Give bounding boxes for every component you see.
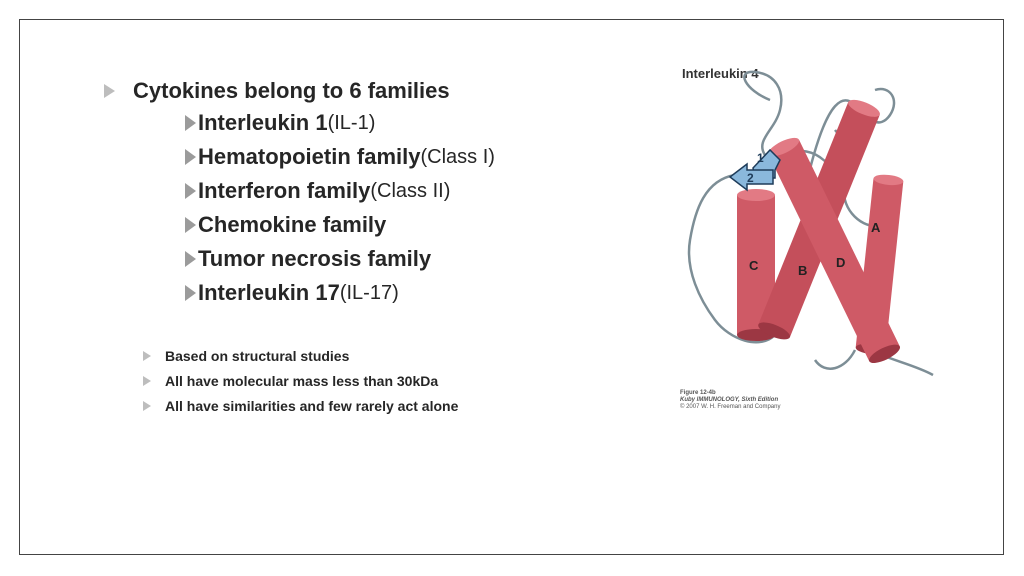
list-item xyxy=(185,208,495,242)
family-class: (Class I) xyxy=(420,145,495,168)
bullet-arrow-icon xyxy=(185,217,196,233)
figure-title: Interleukin 4 xyxy=(682,66,759,81)
bullet-arrow-icon xyxy=(185,183,196,199)
notes-list xyxy=(143,343,458,418)
helix-label: C xyxy=(749,258,759,273)
family-class: (IL-1) xyxy=(327,111,376,134)
bullet-arrow-icon xyxy=(185,149,196,165)
list-item xyxy=(143,343,458,368)
bullet-arrow-icon xyxy=(185,251,196,267)
list-item xyxy=(143,368,458,393)
helix-label: D xyxy=(836,255,846,270)
helix-label: A xyxy=(871,220,881,235)
bullet-arrow-icon xyxy=(185,285,196,301)
list-item xyxy=(185,276,495,310)
bullet-arrow-icon xyxy=(143,376,151,386)
list-item xyxy=(185,106,495,140)
caption-source: Kuby IMMUNOLOGY, Sixth Edition xyxy=(680,397,779,403)
loop-strand xyxy=(744,72,781,155)
family-class: (IL-17) xyxy=(339,281,399,304)
note-text: Based on structural studies xyxy=(165,347,350,364)
note-text: All have similarities and few rarely act alone xyxy=(165,397,459,414)
helix-label: B xyxy=(798,263,808,278)
strand-label: 1 xyxy=(757,151,764,165)
list-item xyxy=(143,393,458,418)
family-name: Interleukin 1 xyxy=(198,110,328,135)
family-name: Hematopoietin family xyxy=(198,144,421,169)
family-name: Chemokine family xyxy=(198,212,387,237)
bullet-arrow-icon xyxy=(143,351,151,361)
note-text: All have molecular mass less than 30kDa xyxy=(165,372,439,389)
bullet-arrow-icon xyxy=(185,115,196,131)
family-list xyxy=(185,106,495,310)
figure-caption xyxy=(680,390,780,411)
list-item xyxy=(185,242,495,276)
list-item xyxy=(185,174,495,208)
main-bullet xyxy=(104,78,450,104)
family-name: Interferon family xyxy=(198,178,371,203)
bullet-arrow-icon xyxy=(143,401,151,411)
list-item xyxy=(185,140,495,174)
protein-structure-diagram xyxy=(675,60,945,390)
caption-figure-number: Figure 12-4b xyxy=(680,390,716,396)
bullet-arrow-icon xyxy=(104,84,115,98)
interleukin-4-figure xyxy=(675,60,945,420)
family-class: (Class II) xyxy=(370,179,451,202)
strand-label: 2 xyxy=(747,171,754,185)
family-name: Interleukin 17 xyxy=(198,280,340,305)
main-bullet-text: Cytokines belong to 6 families xyxy=(133,78,450,103)
family-name: Tumor necrosis family xyxy=(198,246,432,271)
caption-copyright: © 2007 W. H. Freeman and Company xyxy=(680,404,781,410)
